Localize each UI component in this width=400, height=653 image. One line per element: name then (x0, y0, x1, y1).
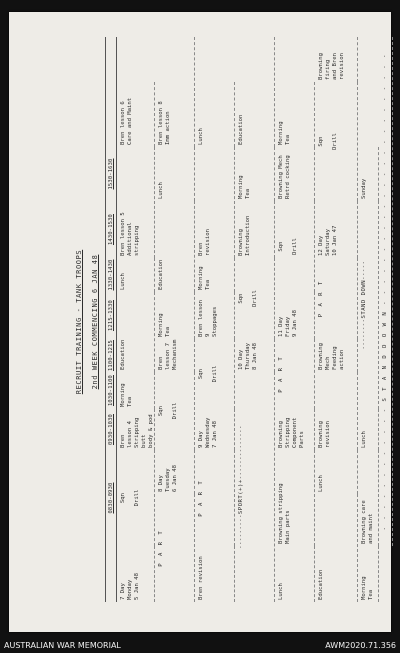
session-cell: Education (155, 201, 195, 292)
stand-down-row: - - - - - - - - - - - - S T A N D D O W N - - - - - - - - - - - - - - - - - - - - - - - - (379, 37, 393, 546)
header-spacer (105, 82, 117, 147)
document-title: RECRUIT TRAINING - TANK TROOPS (75, 249, 83, 395)
tea-cell: Morning Tea (117, 372, 155, 409)
lunch-cell: Lunch (358, 409, 379, 450)
session-cell: Browning Stripping Component Parts (275, 409, 315, 450)
session-cell: Bren lesson 5 Additional stripping (117, 147, 155, 258)
tea-cell: Morning Tea (358, 546, 379, 602)
day-label: Sunday (358, 147, 379, 201)
session-cell: Browning Introduction (235, 201, 275, 258)
session-cell: Education (315, 494, 358, 602)
day-label: 9 Day Wednesday 7 Jan 48 (195, 409, 235, 450)
time-header: 1215-1330 (105, 292, 117, 339)
day-label: 7 Day Monday 5 Jan 48 (117, 546, 155, 602)
session-cell: Browning stripping Main parts (275, 450, 315, 546)
drill-cell: Sqn Drill (235, 258, 275, 339)
part-label: P A R T (155, 494, 195, 602)
time-header: 0930-1030 (105, 409, 117, 450)
time-header: 1430-1530 (105, 201, 117, 258)
lunch-cell: Lunch (117, 258, 155, 292)
part-label: P A R T (195, 450, 235, 546)
lunch-cell: Lunch (195, 82, 235, 147)
time-header: 1530-1630 (105, 147, 117, 201)
day-label: 10 Day Thursday 8 Jan 48 (235, 339, 275, 372)
session-cell: Browning Mech Retrd cocking (275, 147, 315, 201)
document-subtitle: 2nd WEEK COMMENCING 6 JAN 48 (91, 254, 99, 390)
day-label: 12 Day Saturday 10 Jan 47 (315, 201, 358, 258)
tea-cell: Morning Tea (275, 82, 315, 147)
day-label: 11 Day Friday 9 Jan 48 (275, 292, 315, 339)
afternoon-span: --------STAND DOWN----- (358, 201, 379, 409)
day-label: 8 Day Tuesday 6 Jan 48 (155, 450, 195, 494)
tea-cell: Morning Tea (195, 258, 235, 292)
catalogue-reference: AWM2020.71.356 (325, 641, 396, 650)
time-header: 0830-0930 (105, 450, 117, 546)
header-spacer (105, 37, 117, 82)
afternoon-span: ---------SPORT(+)+-------------- (235, 372, 275, 602)
source-credit: AUSTRALIAN WAR MEMORIAL (4, 641, 121, 650)
header-corner (105, 546, 117, 602)
tea-cell: Morning Tea (155, 292, 195, 339)
session-cell: Bren lesson 8 Imm action (155, 37, 195, 147)
lunch-cell: Lunch (275, 546, 315, 602)
drill-cell: Sqn Drill (155, 372, 195, 450)
time-header: 1030-1100 (105, 372, 117, 409)
session-cell: Browning Mech Feeding action (315, 339, 358, 372)
rotated-document (9, 12, 391, 632)
session-cell: Bren lesson 9 Stoppages (195, 292, 235, 339)
session-cell: Browning firing and Bren revision (315, 37, 358, 82)
tea-cell: Morning Tea (235, 147, 275, 201)
drill-cell: Sqn Drill (195, 339, 235, 409)
part-label: P A R T (315, 258, 358, 339)
time-header: 1330-1430 (105, 258, 117, 292)
session-cell: Education (235, 37, 275, 147)
drill-cell: Sqn Drill (275, 201, 315, 292)
session-cell: Browning revision (315, 372, 358, 450)
drill-cell: Sqn Drill (117, 450, 155, 546)
session-cell: Education (117, 292, 155, 372)
time-header: 1100-1215 (105, 339, 117, 372)
session-cell: Bren lesson 6 Care and Maint (117, 82, 155, 147)
document-page (9, 12, 391, 632)
drill-cell: Sqn Drill (315, 82, 358, 201)
session-cell: Bren lesson 4 Stripping butt body & pod (117, 409, 155, 450)
part-label: P A R T (275, 339, 315, 409)
session-cell: Bren lesson 7 Mechanism (155, 339, 195, 372)
footer-bar (0, 638, 400, 653)
lunch-cell: Lunch (155, 147, 195, 201)
session-cell: Bren revision (195, 546, 235, 602)
session-cell: Browning care and maint (358, 450, 379, 546)
training-timetable (105, 37, 388, 602)
lunch-cell: Lunch (315, 450, 358, 494)
session-cell: Bren revision (195, 147, 235, 258)
